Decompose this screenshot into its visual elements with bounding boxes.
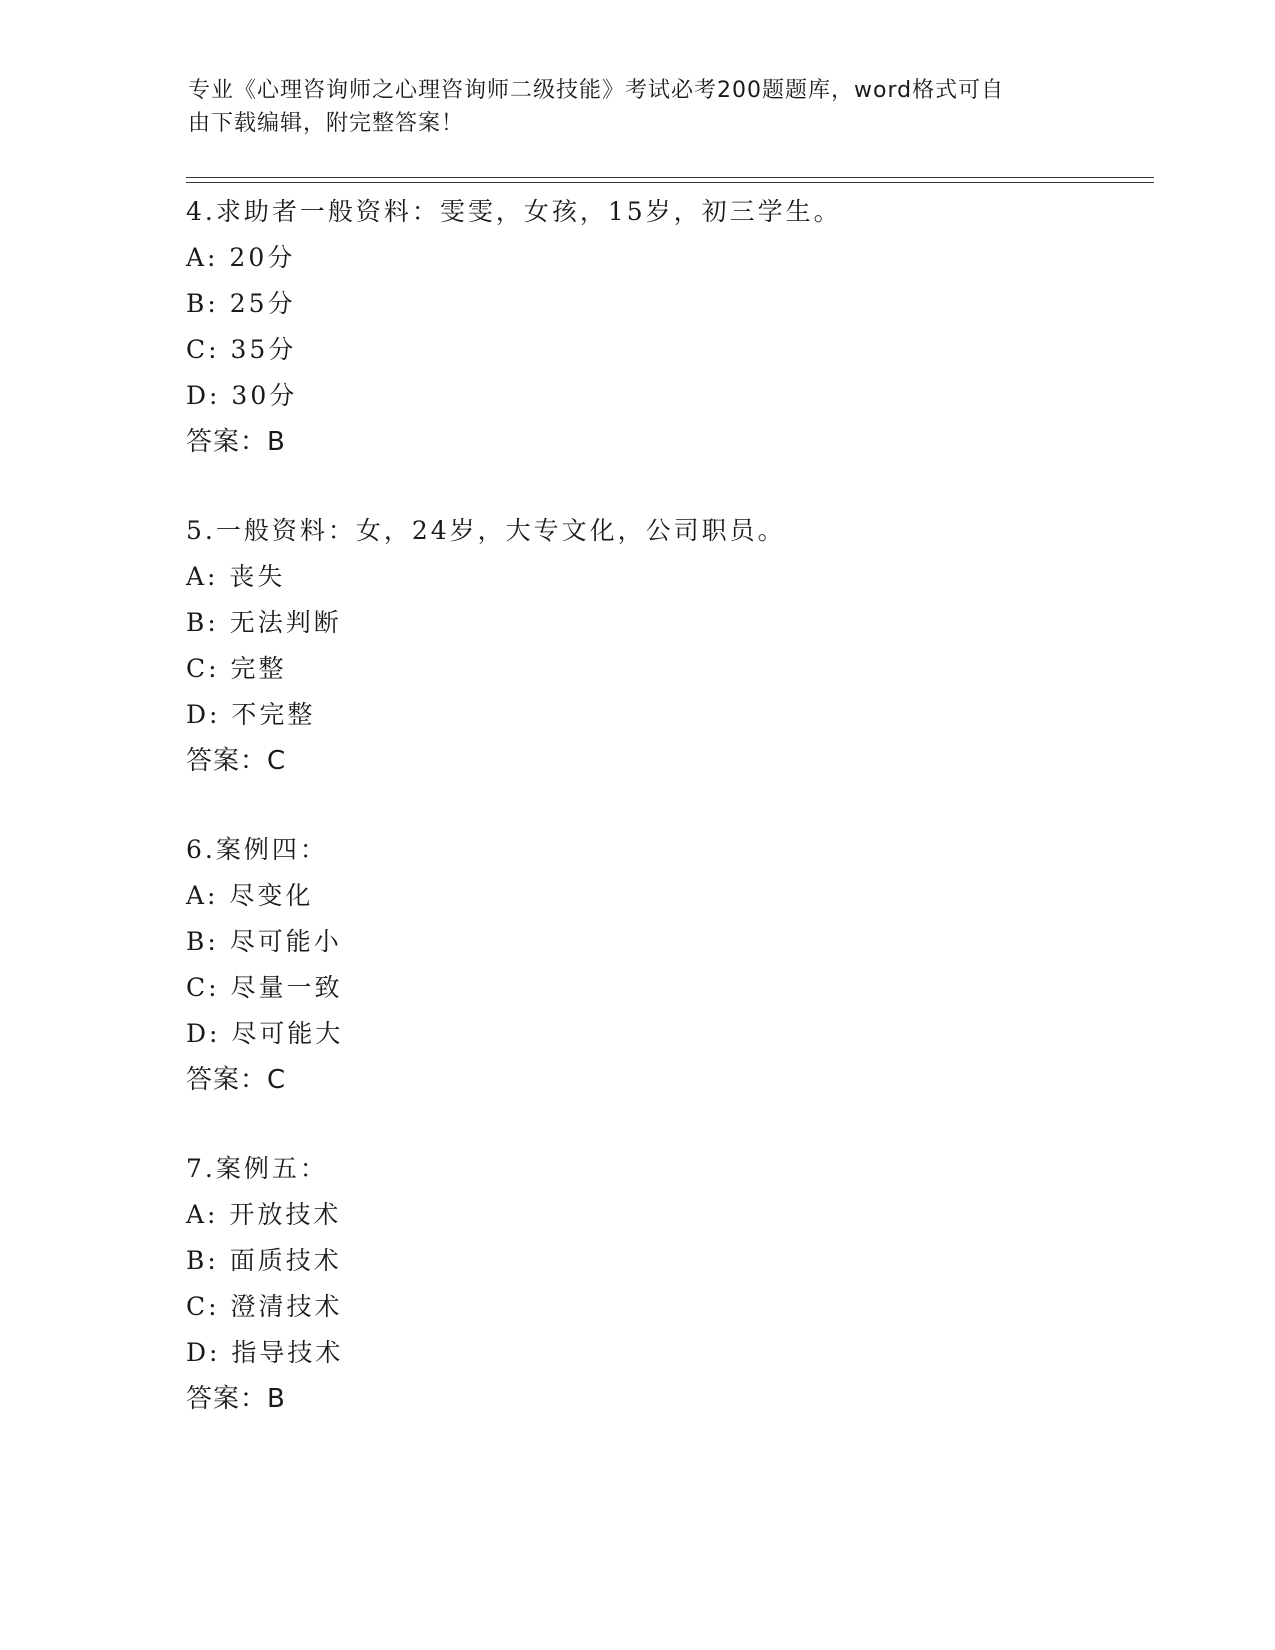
option-b: B: 25分: [186, 289, 296, 318]
option-b: B: 面质技术: [186, 1246, 342, 1275]
question-stem: 7.案例五：: [186, 1154, 328, 1183]
option-a: A: 20分: [186, 243, 296, 272]
answer-line: 答案：B: [186, 1384, 286, 1414]
option-a: A: 开放技术: [186, 1200, 342, 1229]
option-a: A: 丧失: [186, 562, 286, 591]
option-c: C: 澄清技术: [186, 1292, 343, 1321]
option-b: B: 尽可能小: [186, 927, 342, 956]
option-c: C: 尽量一致: [186, 973, 343, 1002]
option-b: B: 无法判断: [186, 608, 342, 637]
header-divider-bottom: [186, 182, 1154, 183]
option-c: C: 完整: [186, 654, 287, 683]
question-block: [186, 508, 1146, 784]
header-line-1: 专业《心理咨询师之心理咨询师二级技能》考试必考200题题库，word格式可自: [188, 78, 1005, 103]
option-d: D: 30分: [186, 381, 298, 410]
question-stem: 5.一般资料：女，24岁，大专文化，公司职员。: [186, 516, 786, 545]
question-stem: 6.案例四：: [186, 835, 328, 864]
option-d: D: 尽可能大: [186, 1019, 344, 1048]
question-block: [186, 1146, 1146, 1422]
question-stem: 4.求助者一般资料：雯雯，女孩，15岁，初三学生。: [186, 197, 842, 226]
option-c: C: 35分: [186, 335, 297, 364]
option-d: D: 指导技术: [186, 1338, 344, 1367]
header-line-2: 由下载编辑，附完整答案！: [188, 111, 465, 136]
document-header: [188, 74, 1068, 140]
answer-line: 答案：B: [186, 427, 286, 457]
option-d: D: 不完整: [186, 700, 316, 729]
option-a: A: 尽变化: [186, 881, 314, 910]
question-block: [186, 189, 1146, 465]
header-divider-top: [186, 177, 1154, 178]
question-block: [186, 827, 1146, 1103]
answer-line: 答案：C: [186, 1065, 287, 1095]
answer-line: 答案：C: [186, 746, 287, 776]
